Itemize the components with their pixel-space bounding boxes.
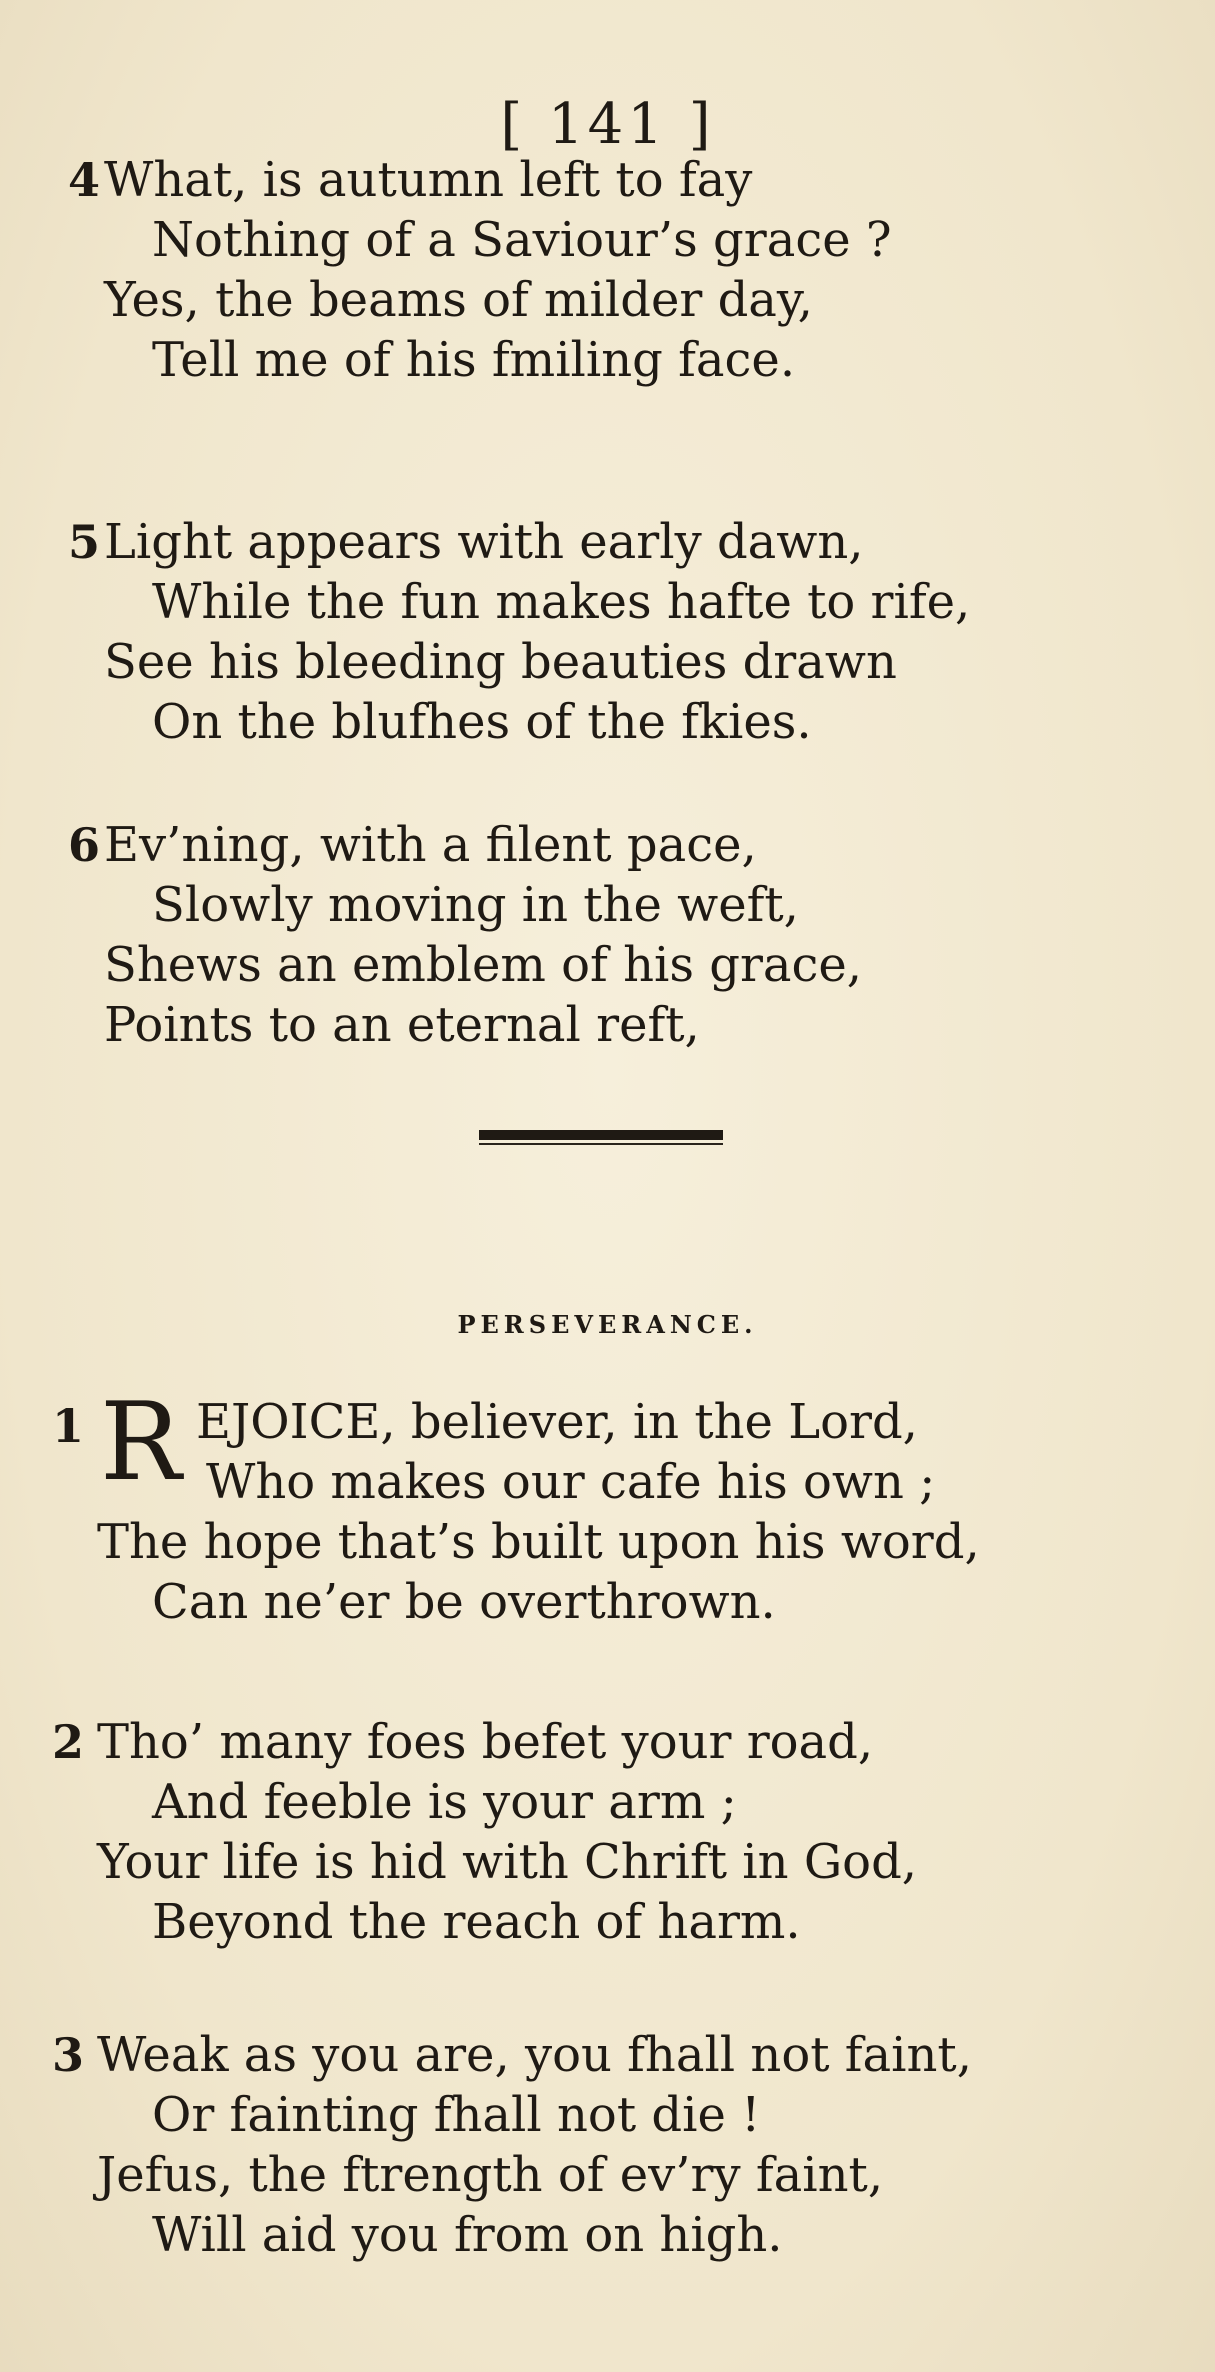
- verse-line: Jefus, the ftrength of ev’ry faint,: [97, 2147, 884, 2203]
- verse-line: Ev’ning, with a filent pace,: [104, 817, 757, 873]
- verse-line: Points to an eternal reft,: [104, 997, 700, 1053]
- verse-line: Who makes our cafe his own ;: [206, 1454, 936, 1510]
- verse-line: Tho’ many foes befet your road,: [97, 1714, 874, 1770]
- verse-line: Yes, the beams of milder day,: [104, 272, 813, 328]
- verse-line: Light appears with early dawn,: [104, 514, 864, 570]
- stanza-number: 5: [68, 515, 101, 569]
- verse-line: See his bleeding beauties drawn: [104, 634, 897, 690]
- section-divider-rule: [479, 1143, 723, 1145]
- verse-line: Can ne’er be overthrown.: [152, 1574, 776, 1630]
- verse-line: The hope that’s built upon his word,: [97, 1514, 980, 1570]
- verse-line: Or fainting fhall not die !: [152, 2087, 761, 2143]
- stanza-number: 2: [52, 1715, 85, 1769]
- stanza-number: 1: [52, 1399, 85, 1453]
- drop-cap: R: [100, 1380, 182, 1505]
- verse-line: Will aid you from on high.: [152, 2207, 783, 2263]
- verse-line: EJOICE, believer, in the Lord,: [196, 1394, 918, 1450]
- stanza-number: 4: [68, 153, 101, 207]
- section-title: PERSEVERANCE.: [457, 1310, 758, 1339]
- verse-line: Slowly moving in the weft,: [152, 877, 799, 933]
- page-number-header: [ 141 ]: [500, 92, 715, 157]
- verse-line: On the blufhes of the fkies.: [152, 694, 812, 750]
- verse-line: Tell me of his fmiling face.: [152, 332, 796, 388]
- verse-line: Nothing of a Saviour’s grace ?: [152, 212, 892, 268]
- verse-line: Your life is hid with Chrift in God,: [97, 1834, 918, 1890]
- verse-line: Shews an emblem of his grace,: [104, 937, 863, 993]
- verse-line: Weak as you are, you fhall not faint,: [97, 2027, 972, 2083]
- verse-line: While the fun makes hafte to rife,: [152, 574, 971, 630]
- section-divider: [479, 1130, 723, 1140]
- verse-line: Beyond the reach of harm.: [152, 1894, 801, 1950]
- verse-line: What, is autumn left to fay: [104, 152, 753, 208]
- stanza-number: 3: [52, 2028, 85, 2082]
- stanza-number: 6: [68, 818, 101, 872]
- verse-line: And feeble is your arm ;: [152, 1774, 737, 1830]
